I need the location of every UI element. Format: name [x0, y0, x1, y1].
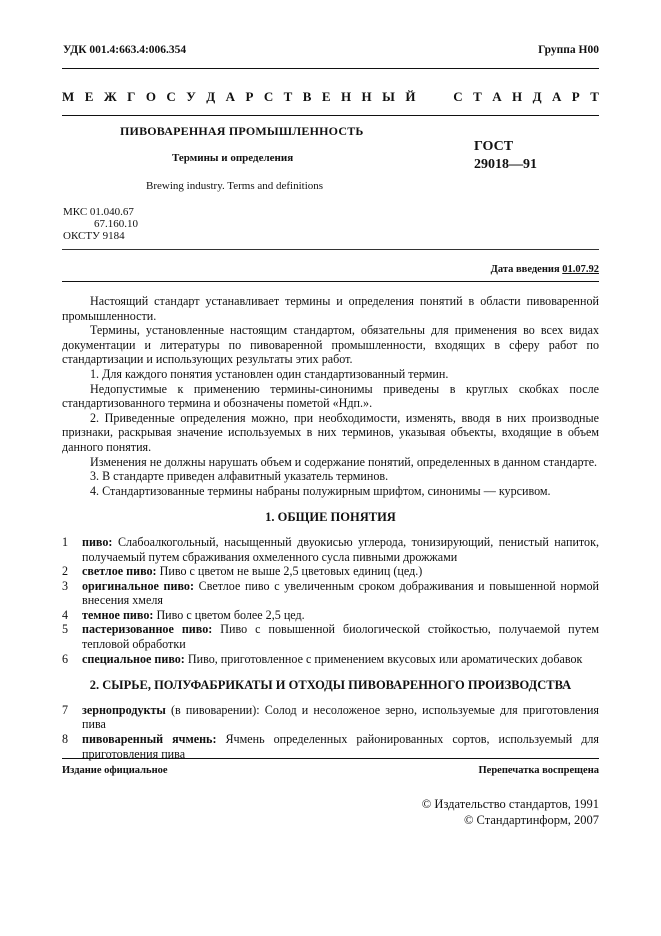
term-name: пастеризованное пиво:	[82, 622, 213, 637]
document-subtitle: Термины и определения	[172, 152, 294, 164]
thin-divider	[62, 249, 599, 250]
term-number: 5	[62, 622, 69, 637]
heading-letter: С	[453, 89, 463, 104]
term-text	[82, 652, 599, 667]
term-text	[82, 703, 599, 732]
term-text	[82, 732, 599, 761]
heading-letter: Д	[532, 89, 542, 104]
heading-letter: Г	[127, 89, 136, 104]
date-divider	[62, 281, 599, 282]
heading-letter: С	[166, 89, 176, 104]
heading-letter: Й	[405, 89, 416, 104]
reprint-prohibited: Перепечатка воспрещена	[478, 765, 599, 776]
heading-letter: Ы	[382, 89, 395, 104]
term-number: 8	[62, 732, 69, 747]
copyright-block	[422, 796, 599, 828]
footer-divider	[62, 758, 599, 759]
term-entry	[62, 579, 599, 608]
date-value: 01.07.92	[562, 264, 599, 275]
heading-letter: О	[145, 89, 156, 104]
heading-letter	[440, 89, 443, 105]
gost-label: ГОСТ	[474, 139, 514, 154]
term-number: 6	[62, 651, 69, 666]
gost-number: 29018—91	[474, 157, 537, 172]
intro-paragraph: Термины, установленные настоящим стандартом, обязательны для применения во всех видах документации и литературы по пивоваренной промышленности, входящих в сферу работ по стандартизации и использующих результаты этих работ.	[62, 323, 599, 367]
term-definition: Светлое пиво с увеличенным сроком дображивания и повышенной нормой внесения хмеля	[82, 578, 599, 608]
intro-paragraph: Настоящий стандарт устанавливает термины и определения понятий в области пивоваренной промышленности.	[62, 294, 599, 323]
heading-letter: У	[186, 89, 196, 104]
term-number: 2	[62, 564, 69, 579]
term-entry	[62, 622, 599, 651]
heading-letter: С	[263, 89, 274, 104]
term-name: специальное пиво:	[82, 651, 185, 666]
term-text	[82, 535, 599, 564]
group-code: Группа Н00	[538, 44, 599, 56]
term-definition: Пиво, приготовленное с применением вкусовых или ароматических добавок	[184, 651, 583, 666]
section-title: 2. СЫРЬЕ, ПОЛУФАБРИКАТЫ И ОТХОДЫ ПИВОВАРЕННОГО ПРОИЗВОДСТВА	[89, 678, 572, 693]
term-text	[82, 608, 599, 623]
term-definition: Пиво с повышенной биологической стойкостью, получаемой путем тепловой обработки	[82, 622, 599, 652]
term-number: 7	[62, 702, 69, 717]
gost-designation	[474, 138, 537, 174]
section-title: 1. ОБЩИЕ ПОНЯТИЯ	[265, 510, 396, 525]
term-definition: Слабоалкогольный, насыщенный двуокисью углерода, тонизирующий, пенистый напиток, получаемый путем сбраживания охмеленного сусла пивными дрожжами	[82, 534, 599, 564]
term-text	[82, 564, 599, 579]
term-definition: Пиво с цветом не выше 2,5 цветовых единиц (цед.)	[156, 564, 423, 579]
heading-letter: Е	[321, 89, 331, 104]
term-entry	[62, 608, 599, 623]
term-text	[82, 622, 599, 651]
copyright-1: © Издательство стандартов, 1991	[421, 797, 599, 811]
term-definition: (в пивоварении): Солод и несоложеное зерно, используемые для приготовления пива	[82, 702, 599, 732]
introduction-date	[491, 264, 599, 275]
heading-letter: Т	[590, 89, 599, 104]
english-title: Brewing industry. Terms and definitions	[146, 180, 324, 192]
heading-letter: Ж	[103, 89, 117, 104]
heading-letter: Д	[206, 89, 216, 104]
heading-letter: Р	[245, 89, 254, 104]
term-number: 4	[62, 607, 69, 622]
term-entry	[62, 564, 599, 579]
heading-letter: А	[492, 89, 502, 104]
term-name: оригинальное пиво:	[82, 578, 194, 593]
term-name: пиво:	[82, 534, 113, 549]
heading-letter: В	[302, 89, 312, 104]
udk-code: УДК 001.4:663.4:006.354	[63, 44, 187, 56]
document-title: ПИВОВАРЕННАЯ ПРОМЫШЛЕННОСТЬ	[120, 124, 364, 138]
heading-letter: Т	[283, 89, 293, 104]
heading-letter: Т	[473, 89, 482, 104]
copyright-2: © Стандартинформ, 2007	[463, 813, 599, 827]
heading-letter: Е	[84, 89, 94, 104]
heading-letter: Р	[571, 89, 580, 104]
term-definition: Пиво с цветом более 2,5 цед.	[153, 607, 305, 622]
heading-letter: А	[551, 89, 562, 104]
intro-paragraph: Недопустимые к применению термины-синонимы приведены в круглых скобках после стандартизованного термина и обозначены пометой «Ндп.».	[62, 381, 599, 411]
heading-letter: Н	[512, 89, 523, 104]
intro-paragraph: Изменения не должны нарушать объем и содержание понятий, определенных в данном стандарте.	[90, 454, 598, 469]
intro-paragraph: 4. Стандартизованные термины набраны полужирным шрифтом, синонимы — курсивом.	[90, 483, 551, 498]
term-name: светлое пиво:	[82, 564, 157, 579]
document-body	[62, 294, 599, 761]
intro-paragraph: 2. Приведенные определения можно, при необходимости, изменять, вводя в них производные признаки, раскрывая значение используемых в них терминов, указывая объекты, входящие в объем данного понятия.	[62, 410, 599, 454]
term-definition: Ячмень определенных районированных сортов, используемый для приготовления пива	[82, 732, 599, 761]
term-entry	[62, 703, 599, 732]
top-divider	[62, 68, 599, 69]
heading-letter: М	[62, 89, 75, 104]
heading-letter: Н	[361, 89, 372, 104]
term-entry	[62, 535, 599, 564]
okstu-code: ОКСТУ 9184	[63, 230, 125, 242]
term-name: зернопродукты	[82, 702, 166, 717]
mks-code-2: 67.160.10	[94, 218, 138, 230]
term-entry	[62, 732, 599, 761]
date-label: Дата введения	[490, 264, 560, 275]
heading-letter: Н	[340, 89, 352, 104]
official-edition: Издание официальное	[62, 765, 168, 776]
heading-letter	[426, 89, 429, 105]
term-name: пивоваренный ячмень:	[82, 732, 217, 747]
intro-paragraph: 3. В стандарте приведен алфавитный указатель терминов.	[90, 469, 389, 484]
mks-code: МКС 01.040.67	[63, 206, 134, 218]
intro-paragraph: 1. Для каждого понятия установлен один стандартизованный термин.	[90, 366, 449, 381]
term-name: темное пиво:	[82, 607, 154, 622]
heading-letter: А	[225, 89, 235, 104]
heading-divider	[62, 115, 599, 116]
term-entry	[62, 652, 599, 667]
term-text	[82, 579, 599, 608]
term-number: 1	[62, 534, 69, 549]
classification-codes	[63, 206, 138, 242]
term-number: 3	[62, 578, 69, 593]
interstate-standard-heading	[62, 89, 599, 105]
